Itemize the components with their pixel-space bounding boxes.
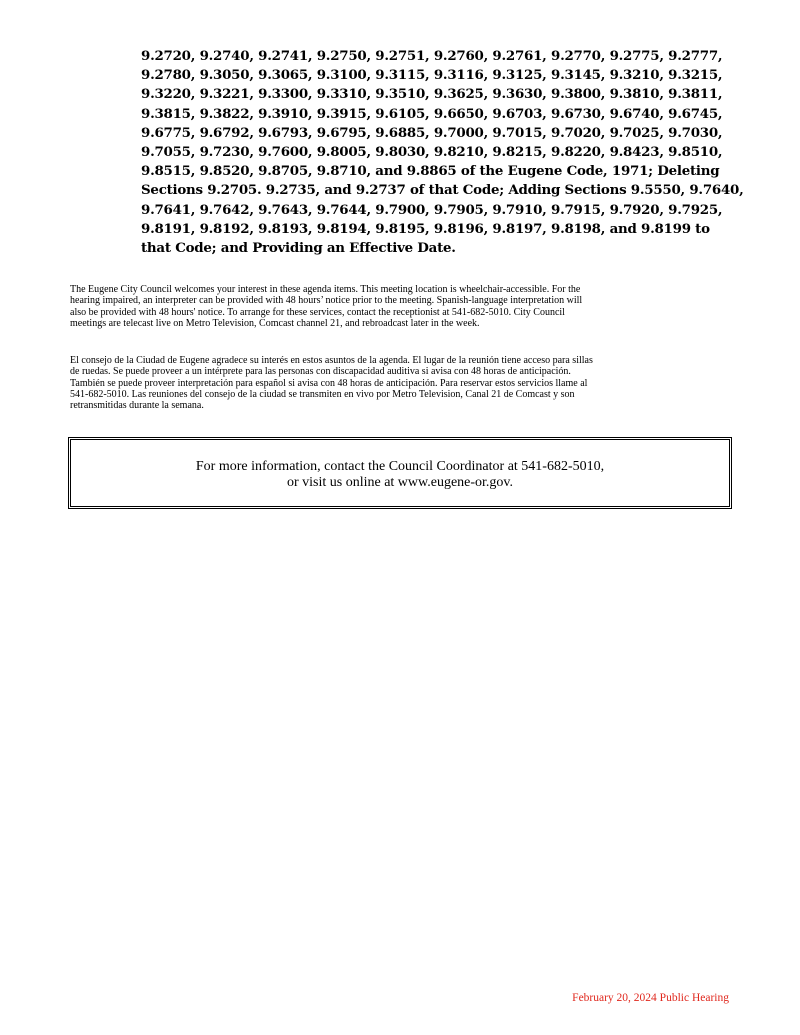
contact-info-text [71, 459, 729, 491]
hearing-date-footer: February 20, 2024 Public Hearing [572, 992, 729, 1004]
notice-line: El consejo de la Ciudad de Eugene agradece su interés en estos asuntos de la agenda. El lugar de la reunión tiene acceso para sillas [70, 355, 593, 366]
contact-info-line: For more information, contact the Council Coordinator at 541-682-5010, [195, 459, 605, 474]
contact-info-box [68, 437, 732, 509]
contact-info-line: or visit us online at www.eugene-or.gov. [286, 475, 514, 490]
ordinance-line: Sections 9.2705. 9.2735, and 9.2737 of that Code; Adding Sections 9.5550, 9.7640, [141, 182, 744, 199]
notice-line: also be provided with 48 hours' notice. To arrange for these services, contact the receptionist at 541-682-5010. City Council [70, 306, 565, 318]
accessibility-notice-english [70, 284, 735, 329]
ordinance-line: 9.3815, 9.3822, 9.3910, 9.3915, 9.6105, 9.6650, 9.6703, 9.6730, 9.6740, 9.6745, [141, 105, 723, 122]
ordinance-line: 9.6775, 9.6792, 9.6793, 9.6795, 9.6885, 9.7000, 9.7015, 9.7020, 9.7025, 9.7030, [141, 124, 723, 141]
notice-line: hearing impaired, an interpreter can be provided with 48 hours’ notice prior to the meeting. Spanish-language interpretation will [70, 295, 583, 307]
ordinance-line: 9.3220, 9.3221, 9.3300, 9.3310, 9.3510, 9.3625, 9.3630, 9.3800, 9.3810, 9.3811, [141, 86, 723, 103]
ordinance-line: 9.7055, 9.7230, 9.7600, 9.8005, 9.8030, 9.8210, 9.8215, 9.8220, 9.8423, 9.8510, [141, 144, 723, 161]
notice-line: meetings are telecast live on Metro Television, Comcast channel 21, and rebroadcast later in the week. [70, 317, 480, 329]
ordinance-title-text [141, 47, 744, 258]
ordinance-line: that Code; and Providing an Effective Date. [141, 240, 456, 257]
ordinance-line: 9.8191, 9.8192, 9.8193, 9.8194, 9.8195, 9.8196, 9.8197, 9.8198, and 9.8199 to [141, 220, 710, 237]
ordinance-line: 9.8515, 9.8520, 9.8705, 9.8710, and 9.8865 of the Eugene Code, 1971; Deleting [141, 163, 720, 180]
notice-line: También se puede proveer interpretación para español si avisa con 48 horas de anticipación. Para reservar estos servicios llame al [70, 377, 588, 389]
accessibility-notice-spanish [70, 355, 735, 411]
ordinance-line: 9.2720, 9.2740, 9.2741, 9.2750, 9.2751, 9.2760, 9.2761, 9.2770, 9.2775, 9.2777, [141, 48, 723, 64]
notice-line: retransmitidas durante la semana. [70, 400, 204, 412]
notice-line: 541-682-5010. Las reuniones del consejo de la ciudad se transmiten en vivo por Metro Television, Canal 21 de Comcast y son [70, 388, 575, 400]
notice-line: de ruedas. Se puede proveer a un intérprete para las personas con discapacidad auditiva si avisa con 48 horas de anticipación. [70, 366, 571, 378]
notice-line: The Eugene City Council welcomes your interest in these agenda items. This meeting location is wheelchair-accessible. For the [70, 284, 581, 295]
ordinance-line: 9.2780, 9.3050, 9.3065, 9.3100, 9.3115, 9.3116, 9.3125, 9.3145, 9.3210, 9.3215, [141, 67, 723, 84]
ordinance-line: 9.7641, 9.7642, 9.7643, 9.7644, 9.7900, 9.7905, 9.7910, 9.7915, 9.7920, 9.7925, [141, 201, 723, 218]
